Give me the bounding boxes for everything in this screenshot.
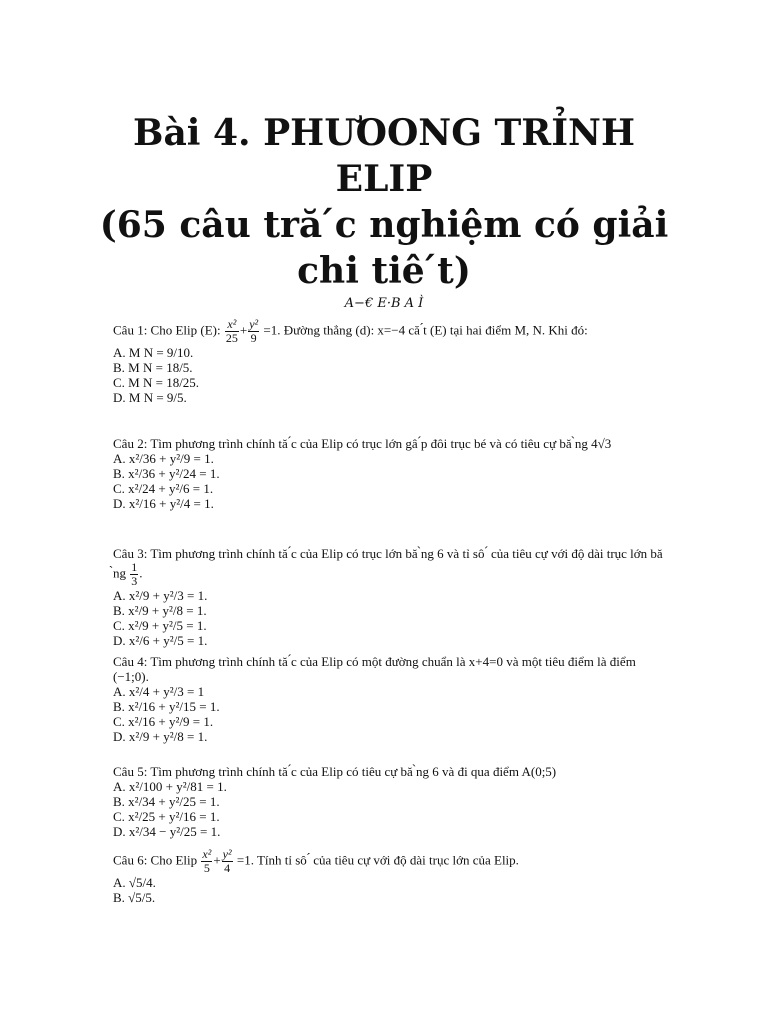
numerator: y²: [222, 847, 232, 861]
stem-text: Câu 1: Cho Elip (E):: [113, 322, 221, 338]
option: C. x²/16 + y²/9 = 1.: [113, 714, 214, 729]
denominator: 25: [225, 331, 238, 345]
option: C. x²/24 + y²/6 = 1.: [113, 481, 214, 496]
option: D. x²/34 − y²/25 = 1.: [113, 824, 221, 839]
option: A. x²/36 + y²/9 = 1.: [113, 451, 214, 466]
option: B. x²/16 + y²/15 = 1.: [113, 699, 220, 714]
question-stem: [113, 848, 673, 875]
title-line: ELIP: [335, 158, 433, 200]
title-line: (65 câu tră ́c nghiệm có giải: [99, 204, 669, 246]
stem-text: =1. Đường thẳng (d): x=−4 că ́t (E) tại hai điểm M, N. Khi đó:: [263, 322, 588, 338]
question-6: [113, 848, 673, 905]
question-5: [113, 764, 673, 839]
denominator: 3: [131, 574, 138, 588]
title-line: chi tiê ́t): [297, 250, 471, 292]
numerator: y²: [249, 317, 259, 331]
option: B. x²/9 + y²/8 = 1.: [113, 603, 207, 618]
plus-sign: +: [239, 322, 248, 338]
option: C. M N = 18/25.: [113, 375, 200, 390]
option: A. M N = 9/10.: [113, 345, 194, 360]
fraction: [201, 848, 212, 875]
question-4: [113, 654, 673, 744]
denominator: 9: [250, 331, 257, 345]
subtitle: A−€ E·B A Ì: [344, 296, 424, 311]
option: D. x²/6 + y²/5 = 1.: [113, 633, 208, 648]
option: A. x²/100 + y²/81 = 1.: [113, 779, 227, 794]
question-stem: [113, 318, 673, 345]
document-title: [90, 110, 678, 294]
plus-sign: +: [213, 852, 221, 868]
option: A. x²/4 + y²/3 = 1: [113, 684, 205, 699]
numerator: x²: [202, 847, 212, 861]
option: B. x²/36 + y²/24 = 1.: [113, 466, 220, 481]
fraction: [248, 318, 259, 345]
option: D. M N = 9/5.: [113, 390, 187, 405]
fraction: [222, 848, 233, 875]
question-stem: Câu 2: Tìm phương trình chính tă ́c của Elip có trục lớn gâ ́p đôi trục bé và có tiêu cự bă ̀ng 4√3: [113, 436, 612, 451]
option: D. x²/9 + y²/8 = 1.: [113, 729, 208, 744]
option: A. x²/9 + y²/3 = 1.: [113, 588, 208, 603]
option: B. M N = 18/5.: [113, 360, 193, 375]
question-2: [113, 436, 673, 511]
stem-text: Câu 3: Tìm phương trình chính tă ́c của Elip có trục lớn bă ̀ng 6 và tỉ sô ́ của tiêu cự với độ dài trục lớn bă ̀ng: [113, 546, 663, 581]
option: C. x²/9 + y²/5 = 1.: [113, 618, 207, 633]
option: B. √5/5.: [113, 890, 156, 905]
option: B. x²/34 + y²/25 = 1.: [113, 794, 220, 809]
numerator: 1: [131, 560, 138, 574]
denominator: 5: [203, 861, 210, 875]
fraction: [225, 318, 239, 345]
option: C. x²/25 + y²/16 = 1.: [113, 809, 220, 824]
stem-text: .: [139, 565, 143, 581]
fraction: [130, 561, 138, 588]
question-stem: Câu 4: Tìm phương trình chính tă ́c của Elip có một đường chuẩn là x+4=0 và một tiêu điểm là điểm (−1;0).: [113, 654, 636, 684]
denominator: 4: [224, 861, 231, 875]
question-stem: Câu 5: Tìm phương trình chính tă ́c của Elip có tiêu cự bă ̀ng 6 và đi qua điểm A(0;5): [113, 764, 557, 779]
numerator: x²: [225, 318, 239, 332]
stem-text: =1. Tính tỉ sô ́ của tiêu cự với độ dài trục lớn của Elip.: [236, 852, 519, 868]
question-3: [113, 546, 673, 648]
stem-text: Câu 6: Cho Elip: [113, 852, 198, 868]
question-stem: [113, 546, 673, 588]
option: A. √5/4.: [113, 875, 156, 890]
title-line: Bài 4. PHƯOONG TRỈNH: [133, 112, 635, 154]
option: D. x²/16 + y²/4 = 1.: [113, 496, 214, 511]
question-1: [113, 318, 673, 405]
